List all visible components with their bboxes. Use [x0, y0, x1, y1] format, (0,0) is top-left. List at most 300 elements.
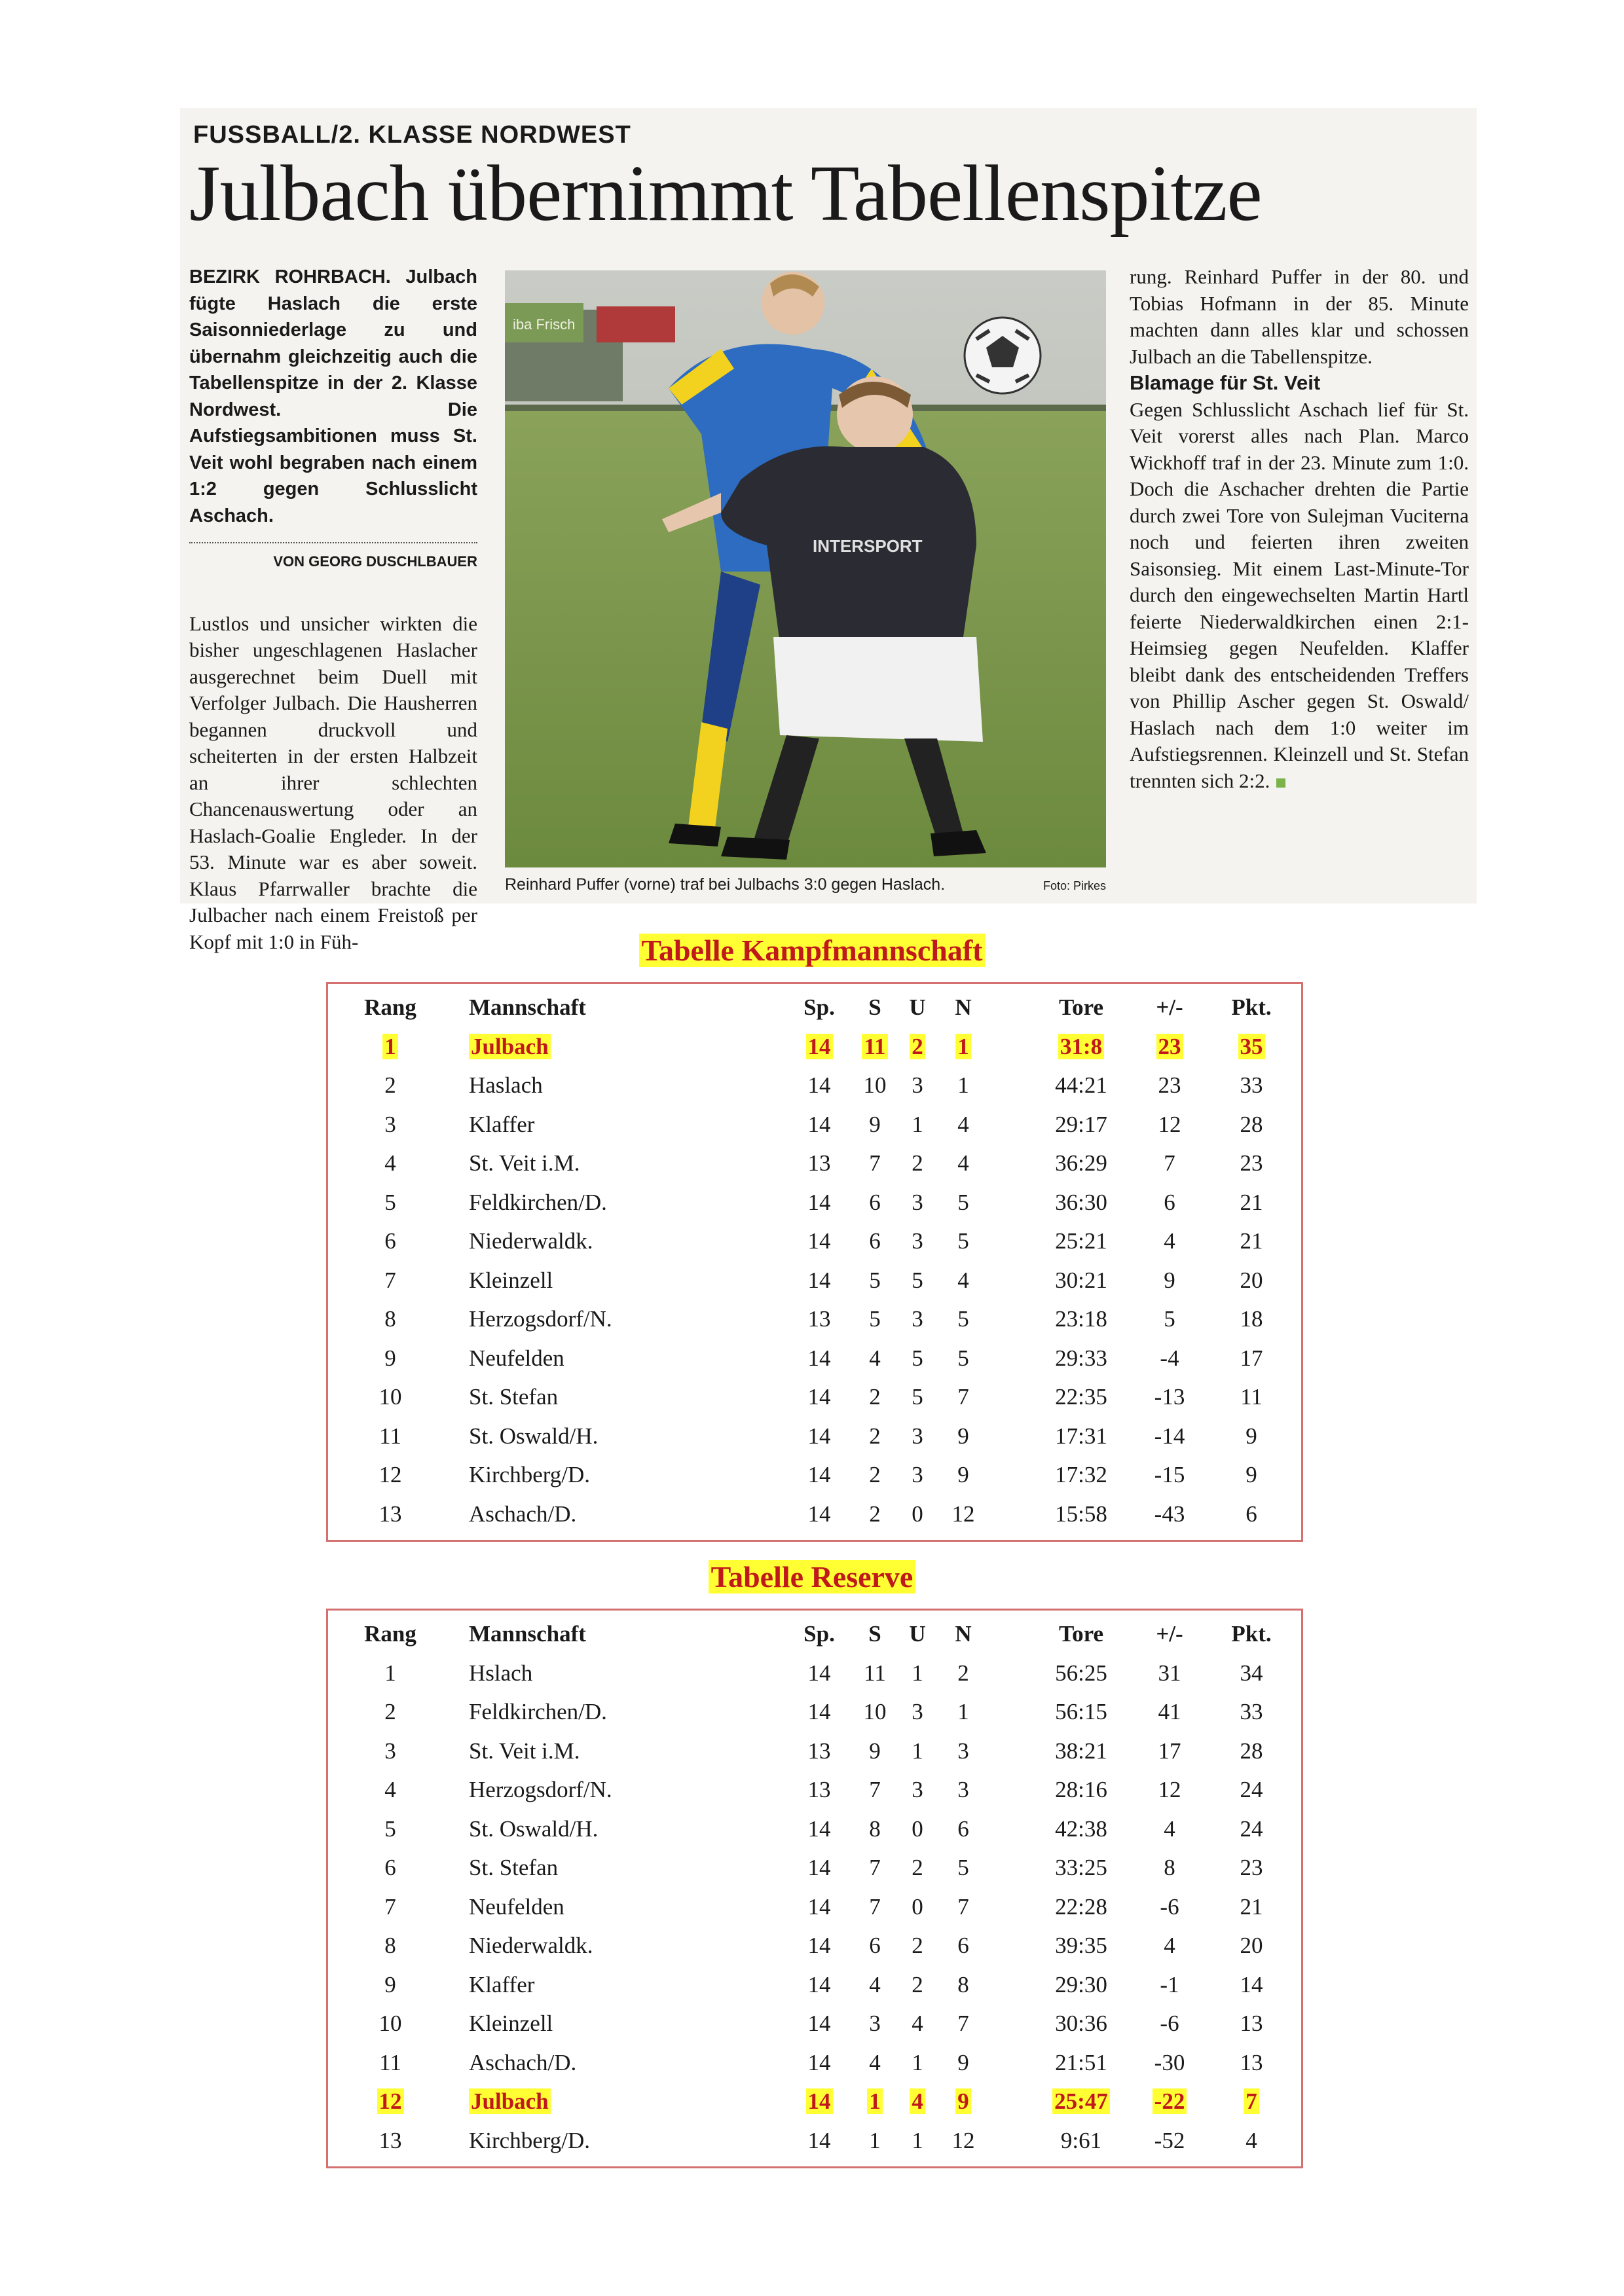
cell-lost: 6 [957, 1815, 969, 1842]
cell-rank: 10 [378, 2011, 402, 2036]
cell-goal-diff: 23 [1120, 1034, 1219, 1060]
cell-won: 7 [869, 1150, 881, 1176]
cell-goal-diff: 12 [1158, 1111, 1181, 1137]
cell-won: 5 [869, 1306, 881, 1332]
cell-won: 9 [869, 1111, 881, 1137]
table-row [328, 1496, 1301, 1535]
cell-goals: 17:31 [1055, 1423, 1107, 1449]
cell-won: 7 [869, 1855, 881, 1880]
cell-drawn: 1 [912, 1111, 923, 1137]
cell-points: 24 [1240, 1777, 1263, 1802]
cell-team: Julbach [469, 1034, 551, 1060]
cell-points: 33 [1240, 1072, 1263, 1098]
cell-goals: 44:21 [1055, 1072, 1107, 1098]
photo-sign-text: iba Frisch [513, 316, 576, 333]
cell-team: St. Stefan [469, 1384, 559, 1410]
cell-drawn: 0 [912, 1815, 923, 1842]
author-divider [189, 542, 477, 543]
cell-rank: 4 [384, 1150, 396, 1176]
cell-team: Feldkirchen/D. [469, 1189, 607, 1215]
cell-goals: 28:16 [1055, 1777, 1107, 1802]
table-row [328, 1733, 1301, 1772]
cell-points: 13 [1240, 2011, 1263, 2036]
cell-points: 33 [1240, 1699, 1263, 1724]
cell-lost: 5 [957, 1345, 969, 1371]
cell-goals: 15:58 [1055, 1501, 1107, 1527]
cell-goal-diff: 8 [1164, 1855, 1175, 1880]
cell-rank: 1 [354, 1034, 426, 1060]
cell-lost: 12 [951, 2127, 975, 2153]
cell-played: 14 [807, 1933, 831, 1958]
cell-played: 14 [807, 1267, 831, 1293]
cell-played: 14 [807, 1815, 831, 1842]
header-rank: Rang [364, 994, 416, 1020]
article-lead [189, 264, 477, 529]
jersey-sponsor-text: INTERSPORT [813, 536, 923, 556]
cell-team: Kirchberg/D. [469, 1462, 590, 1487]
table-row [328, 1457, 1301, 1496]
cell-team: Niederwaldk. [469, 1933, 593, 1958]
table-row [328, 1694, 1301, 1733]
cell-team: Herzogsdorf/N. [469, 1306, 612, 1332]
cell-won: 1 [849, 2088, 901, 2115]
cell-rank: 12 [378, 1462, 402, 1487]
cell-drawn: 1 [912, 2127, 923, 2153]
cell-goals: 56:15 [1055, 1699, 1107, 1724]
table-row [328, 1655, 1301, 1694]
cell-points: 21 [1240, 1228, 1263, 1254]
article-photo [505, 270, 1106, 867]
table-row [328, 1223, 1301, 1262]
cell-played: 14 [807, 1189, 831, 1215]
cell-played: 14 [807, 1072, 831, 1098]
cell-goal-diff: -14 [1154, 1423, 1185, 1449]
article-body-right-b [1130, 397, 1469, 795]
cell-won: 4 [869, 2049, 881, 2075]
cell-won: 5 [869, 1267, 881, 1293]
cell-goal-diff: -30 [1154, 2049, 1185, 2075]
cell-points: 34 [1240, 1660, 1263, 1686]
table-row [328, 1418, 1301, 1457]
header-goal-diff: +/- [1156, 1621, 1183, 1647]
cell-points: 17 [1240, 1345, 1263, 1371]
cell-goal-diff: 4 [1164, 1228, 1175, 1254]
cell-won: 1 [869, 2127, 881, 2153]
cell-played: 14 [807, 2127, 831, 2153]
cell-lost: 4 [957, 1111, 969, 1137]
cell-won: 10 [863, 1072, 887, 1098]
cell-lost: 5 [957, 1855, 969, 1880]
soccer-players-photo [505, 270, 1106, 867]
cell-played: 14 [807, 1660, 831, 1686]
cell-team: Aschach/D. [469, 2049, 577, 2075]
table-row [328, 1067, 1301, 1106]
article-column-left [189, 264, 477, 955]
cell-played: 13 [807, 1150, 831, 1176]
cell-rank: 13 [378, 2127, 402, 2153]
table-row [328, 1889, 1301, 1928]
table-kampfmannschaft-title: Tabelle Kampfmannschaft [0, 933, 1624, 968]
cell-team: Neufelden [469, 1345, 564, 1371]
article-lead-place: BEZIRK ROHRBACH. [189, 266, 391, 287]
cell-goal-diff: -22 [1120, 2088, 1219, 2115]
cell-points: 23 [1240, 1855, 1263, 1880]
cell-won: 6 [869, 1189, 881, 1215]
cell-goals: 30:36 [1055, 2011, 1107, 2036]
cell-played: 14 [807, 1345, 831, 1371]
table-header-row [328, 989, 1301, 1029]
table-row [328, 1301, 1301, 1340]
table-row [328, 2123, 1301, 2162]
table-row [328, 1340, 1301, 1379]
header-drawn: U [909, 1621, 926, 1647]
cell-goal-diff: -43 [1154, 1501, 1185, 1527]
cell-rank: 5 [384, 1815, 396, 1842]
cell-played: 14 [807, 1699, 831, 1724]
cell-drawn: 0 [912, 1893, 923, 1920]
cell-goal-diff: -6 [1160, 2011, 1179, 2036]
cell-drawn: 5 [912, 1345, 923, 1371]
table-reserve-title: Tabelle Reserve [0, 1559, 1624, 1594]
cell-lost: 7 [957, 1384, 969, 1410]
cell-team: Hslach [469, 1660, 533, 1686]
cell-won: 11 [849, 1034, 901, 1060]
cell-goals: 39:35 [1055, 1933, 1107, 1958]
header-team: Mannschaft [469, 1621, 586, 1647]
cell-goals: 29:33 [1055, 1345, 1107, 1371]
cell-lost: 7 [957, 2011, 969, 2036]
cell-drawn: 1 [912, 1660, 923, 1686]
cell-lost: 1 [937, 1034, 989, 1060]
cell-points: 4 [1246, 2127, 1257, 2153]
table-row [328, 1811, 1301, 1850]
table-row [328, 1145, 1301, 1184]
cell-won: 2 [869, 1501, 881, 1527]
cell-played: 14 [807, 1971, 831, 1997]
cell-lost: 3 [957, 1777, 969, 1802]
header-won: S [868, 1621, 881, 1647]
cell-drawn: 2 [912, 1971, 923, 1997]
article-body-right-a: rung. Reinhard Puffer in der 80. und Tobias Hofmann in der 85. Minute machten dann alles klar und schossen Julbach an die Tabellenspitze. [1130, 265, 1469, 368]
cell-goal-diff: 4 [1164, 1815, 1175, 1842]
cell-lost: 1 [957, 1699, 969, 1724]
cell-points: 21 [1240, 1189, 1263, 1215]
cell-lost: 1 [957, 1072, 969, 1098]
cell-goal-diff: 9 [1164, 1267, 1175, 1293]
cell-lost: 9 [937, 2088, 989, 2115]
cell-points: 14 [1240, 1971, 1263, 1997]
cell-goals: 22:28 [1055, 1893, 1107, 1920]
cell-rank: 7 [384, 1267, 396, 1293]
header-goals: Tore [1058, 994, 1104, 1020]
cell-rank: 8 [384, 1933, 396, 1958]
cell-won: 8 [869, 1815, 881, 1842]
cell-rank: 8 [384, 1306, 396, 1332]
cell-points: 9 [1246, 1462, 1257, 1487]
cell-played: 13 [807, 1777, 831, 1802]
cell-lost: 6 [957, 1933, 969, 1958]
header-team: Mannschaft [469, 994, 586, 1020]
cell-played: 13 [807, 1306, 831, 1332]
cell-drawn: 3 [912, 1072, 923, 1098]
header-drawn: U [909, 994, 926, 1020]
cell-goals: 29:17 [1055, 1111, 1107, 1137]
table-row [328, 1029, 1301, 1068]
cell-goal-diff: 12 [1158, 1777, 1181, 1802]
table-row [328, 1106, 1301, 1146]
cell-points: 24 [1240, 1815, 1263, 1842]
cell-lost: 4 [957, 1150, 969, 1176]
cell-drawn: 3 [912, 1306, 923, 1332]
cell-played: 14 [807, 1855, 831, 1880]
cell-team: St. Stefan [469, 1855, 559, 1880]
cell-lost: 12 [951, 1501, 975, 1527]
cell-drawn: 3 [912, 1777, 923, 1802]
cell-played: 14 [786, 1034, 852, 1060]
cell-goals: 23:18 [1055, 1306, 1107, 1332]
cell-rank: 9 [384, 1971, 396, 1997]
cell-goal-diff: 4 [1164, 1933, 1175, 1958]
cell-drawn: 5 [912, 1267, 923, 1293]
cell-drawn: 0 [912, 1501, 923, 1527]
cell-goal-diff: -6 [1160, 1893, 1179, 1920]
cell-team: Kirchberg/D. [469, 2127, 590, 2153]
cell-won: 6 [869, 1933, 881, 1958]
cell-goals: 25:47 [1022, 2088, 1140, 2115]
cell-team: St. Oswald/H. [469, 1815, 599, 1842]
cell-won: 10 [863, 1699, 887, 1724]
header-played: Sp. [803, 1621, 835, 1647]
cell-team: Herzogsdorf/N. [469, 1777, 612, 1802]
header-points: Pkt. [1231, 994, 1272, 1020]
cell-played: 14 [807, 1228, 831, 1254]
cell-goals: 38:21 [1055, 1738, 1107, 1764]
header-lost: N [955, 1621, 972, 1647]
cell-points: 20 [1240, 1267, 1263, 1293]
cell-lost: 5 [957, 1306, 969, 1332]
cell-played: 14 [807, 2011, 831, 2036]
cell-rank: 6 [384, 1228, 396, 1254]
cell-rank: 5 [384, 1189, 396, 1215]
cell-played: 14 [786, 2088, 852, 2115]
cell-lost: 3 [957, 1738, 969, 1764]
cell-won: 2 [869, 1384, 881, 1410]
cell-drawn: 3 [912, 1462, 923, 1487]
cell-won: 2 [869, 1462, 881, 1487]
cell-lost: 7 [957, 1893, 969, 1920]
cell-team: Aschach/D. [469, 1501, 577, 1527]
header-goals: Tore [1058, 1621, 1104, 1647]
cell-points: 28 [1240, 1738, 1263, 1764]
cell-points: 18 [1240, 1306, 1263, 1332]
table-row [328, 1772, 1301, 1811]
cell-goal-diff: -1 [1160, 1971, 1179, 1997]
cell-lost: 9 [957, 1423, 969, 1449]
article-subhead: Blamage für St. Veit [1130, 371, 1321, 394]
cell-goals: 30:21 [1055, 1267, 1107, 1293]
cell-rank: 2 [384, 1699, 396, 1724]
cell-goal-diff: 41 [1158, 1699, 1181, 1724]
cell-drawn: 1 [912, 2049, 923, 2075]
cell-rank: 3 [384, 1111, 396, 1137]
cell-points: 13 [1240, 2049, 1263, 2075]
cell-team: Haslach [469, 1072, 543, 1098]
article-lead-text: Julbach fügte Haslach die erste Saisonniederlage zu und übernahm gleichzeitig auch die Tabellenspitze in der 2. Klasse Nordwest. Die Aufstiegsambitionen muss St. Veit wohl begraben nach einem 1:2 gegen Schlusslicht Aschach. [189, 266, 477, 526]
cell-goal-diff: 23 [1158, 1072, 1181, 1098]
cell-drawn: 4 [912, 2011, 923, 2036]
cell-points: 23 [1240, 1150, 1263, 1176]
cell-lost: 5 [957, 1189, 969, 1215]
cell-won: 2 [869, 1423, 881, 1449]
cell-drawn: 1 [912, 1738, 923, 1764]
cell-drawn: 3 [912, 1189, 923, 1215]
header-played: Sp. [803, 994, 835, 1020]
table-row [328, 1850, 1301, 1889]
cell-goals: 33:25 [1055, 1855, 1107, 1880]
cell-goals: 42:38 [1055, 1815, 1107, 1842]
cell-team: Kleinzell [469, 1267, 553, 1293]
header-won: S [868, 994, 881, 1020]
cell-rank: 2 [384, 1072, 396, 1098]
cell-played: 14 [807, 1893, 831, 1920]
cell-goals: 21:51 [1055, 2049, 1107, 2075]
cell-played: 14 [807, 2049, 831, 2075]
cell-lost: 8 [957, 1971, 969, 1997]
header-lost: N [955, 994, 972, 1020]
cell-lost: 5 [957, 1228, 969, 1254]
cell-won: 4 [869, 1345, 881, 1371]
cell-goals: 56:25 [1055, 1660, 1107, 1686]
header-rank: Rang [364, 1621, 416, 1647]
cell-goal-diff: -52 [1154, 2127, 1185, 2153]
cell-drawn: 2 [898, 1034, 937, 1060]
cell-goals: 9:61 [1060, 2127, 1102, 2153]
cell-goals: 25:21 [1055, 1228, 1107, 1254]
cell-rank: 13 [378, 1501, 402, 1527]
cell-team: Neufelden [469, 1893, 564, 1920]
cell-goals: 22:35 [1055, 1384, 1107, 1410]
cell-goals: 36:30 [1055, 1189, 1107, 1215]
cell-goals: 29:30 [1055, 1971, 1107, 1997]
header-points: Pkt. [1231, 1621, 1272, 1647]
cell-played: 14 [807, 1501, 831, 1527]
cell-rank: 9 [384, 1345, 396, 1371]
article-body-right-b-text: Gegen Schlusslicht Aschach lief für St. Veit vorerst alles nach Plan. Marco Wickhoff traf in der 23. Minute zum 1:0. Doch die Aschacher drehten die Partie durch zwei Tore von Sulejman Vuciterna noch und feierten ihren zweiten Saisonsieg. Mit einem Last-Minute-Tor durch den eingewechselten Martin Hartl feierte Niederwaldkirchen einen 2:1-Heimsieg gegen Neufelden. Klaffer bleibt dank des entscheidenden Treffers von Phillip Ascher gegen St. Oswald/ Haslach nach dem 1:0 weiter im Aufstiegsrennen. Kleinzell und St. Stefan trennten sich 2:2. [1130, 397, 1469, 792]
cell-drawn: 3 [912, 1423, 923, 1449]
cell-drawn: 2 [912, 1933, 923, 1958]
cell-team: Klaffer [469, 1971, 535, 1997]
photo-caption-bar [505, 875, 1106, 894]
cell-team: St. Veit i.M. [469, 1150, 580, 1176]
cell-rank: 3 [384, 1738, 396, 1764]
cell-points: 11 [1240, 1384, 1263, 1410]
table-row [328, 1967, 1301, 2006]
table-row [328, 1184, 1301, 1224]
table-row [328, 2045, 1301, 2084]
cell-points: 6 [1246, 1501, 1257, 1527]
article-headline: Julbach übernimmt Tabellenspitze [189, 149, 1262, 238]
cell-goal-diff: 7 [1164, 1150, 1175, 1176]
table-reserve [326, 1609, 1303, 2168]
cell-points: 21 [1240, 1893, 1263, 1920]
photo-caption: Reinhard Puffer (vorne) traf bei Julbachs 3:0 gegen Haslach. [505, 875, 946, 894]
cell-lost: 2 [957, 1660, 969, 1686]
cell-team: Julbach [469, 2088, 551, 2115]
cell-points: 28 [1240, 1111, 1263, 1137]
cell-won: 7 [869, 1777, 881, 1802]
cell-goal-diff: -13 [1154, 1384, 1185, 1410]
article-kicker: FUSSBALL/2. KLASSE NORDWEST [193, 121, 631, 149]
cell-goal-diff: 31 [1158, 1660, 1181, 1686]
cell-rank: 11 [379, 1423, 401, 1449]
cell-rank: 12 [354, 2088, 426, 2115]
cell-goal-diff: 5 [1164, 1306, 1175, 1332]
cell-won: 6 [869, 1228, 881, 1254]
cell-played: 14 [807, 1111, 831, 1137]
article-end-mark [1276, 778, 1285, 788]
cell-lost: 9 [957, 1462, 969, 1487]
cell-lost: 4 [957, 1267, 969, 1293]
cell-team: St. Oswald/H. [469, 1423, 599, 1449]
cell-goal-diff: -4 [1160, 1345, 1179, 1371]
cell-drawn: 4 [898, 2088, 937, 2115]
photo-credit: Foto: Pirkes [1043, 879, 1106, 892]
cell-drawn: 2 [912, 1150, 923, 1176]
cell-played: 14 [807, 1462, 831, 1487]
table-header-row [328, 1616, 1301, 1655]
article-column-right [1130, 264, 1469, 794]
cell-won: 9 [869, 1738, 881, 1764]
table-row [328, 2005, 1301, 2045]
table-row [328, 1379, 1301, 1418]
cell-goal-diff: -15 [1154, 1462, 1185, 1487]
table-row [328, 1262, 1301, 1302]
cell-rank: 10 [378, 1384, 402, 1410]
cell-points: 9 [1246, 1423, 1257, 1449]
cell-points: 7 [1206, 2088, 1297, 2115]
cell-won: 11 [864, 1660, 886, 1686]
cell-rank: 6 [384, 1855, 396, 1880]
cell-played: 14 [807, 1384, 831, 1410]
cell-rank: 11 [379, 2049, 401, 2075]
table-row [328, 1927, 1301, 1967]
cell-team: Klaffer [469, 1111, 535, 1137]
cell-goal-diff: 6 [1164, 1189, 1175, 1215]
cell-points: 20 [1240, 1933, 1263, 1958]
article-author: VON GEORG DUSCHLBAUER [273, 553, 477, 570]
table-row [328, 2083, 1301, 2123]
cell-won: 7 [869, 1893, 881, 1920]
cell-won: 4 [869, 1971, 881, 1997]
header-goal-diff: +/- [1156, 994, 1183, 1020]
cell-drawn: 3 [912, 1699, 923, 1724]
cell-lost: 9 [957, 2049, 969, 2075]
cell-drawn: 5 [912, 1384, 923, 1410]
cell-played: 13 [807, 1738, 831, 1764]
cell-won: 3 [869, 2011, 881, 2036]
cell-drawn: 2 [912, 1855, 923, 1880]
cell-team: Feldkirchen/D. [469, 1699, 607, 1724]
table-kampfmannschaft [326, 982, 1303, 1542]
article-body-left: Lustlos und unsicher wirkten die bisher ungeschlagenen Haslacher ausgerechnet beim Duell mit Verfolger Julbach. Die Hausherren begannen druckvoll und scheiterten in der ersten Halbzeit an ihrer schlechten Chancenauswertung oder an Haslach-Goalie Engleder. In der 53. Minute war es aber soweit. Klaus Pfarrwaller brachte die Julbacher nach einem Freistoß per Kopf mit 1:0 in Füh- [189, 611, 477, 953]
cell-goals: 31:8 [1022, 1034, 1140, 1060]
cell-rank: 7 [384, 1893, 396, 1920]
cell-team: Niederwaldk. [469, 1228, 593, 1254]
cell-rank: 1 [384, 1660, 396, 1686]
cell-goals: 17:32 [1055, 1462, 1107, 1487]
cell-goals: 36:29 [1055, 1150, 1107, 1176]
cell-drawn: 3 [912, 1228, 923, 1254]
